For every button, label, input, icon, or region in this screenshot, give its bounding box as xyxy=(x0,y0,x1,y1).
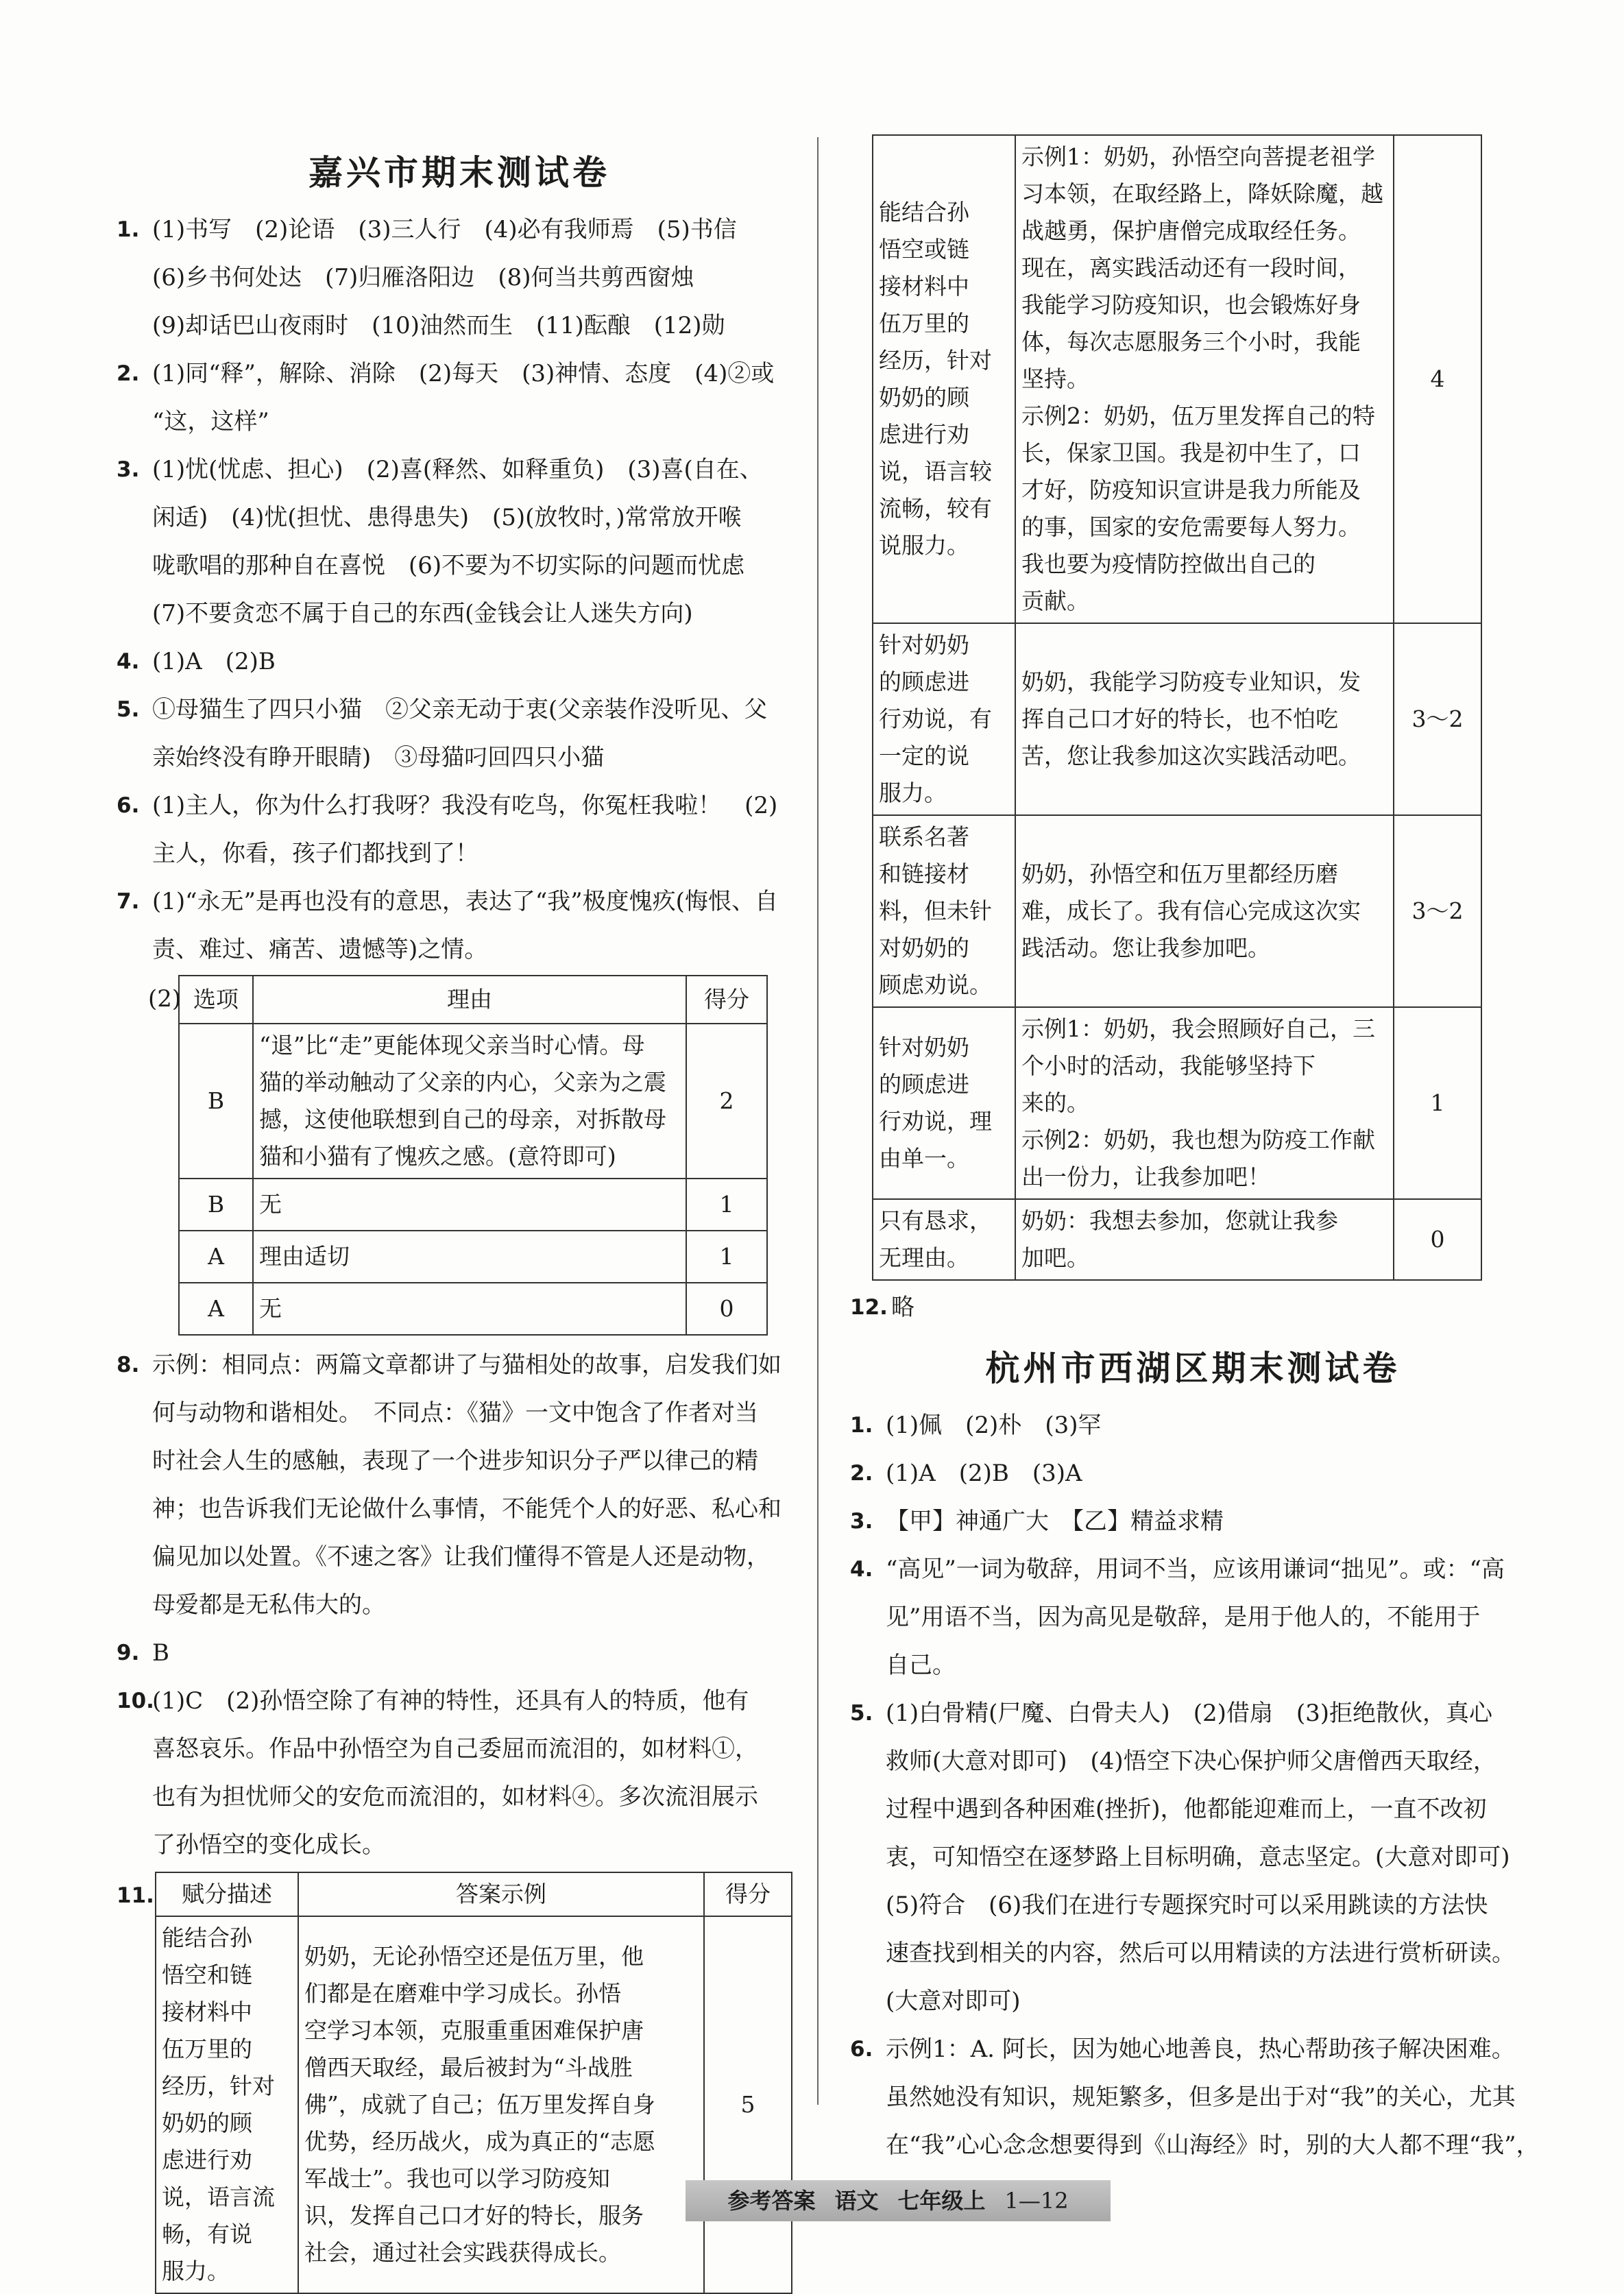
question-number: 4. xyxy=(850,1557,873,1582)
cell-line: 的顾虑进 xyxy=(879,668,969,695)
cell-line: 说服力。 xyxy=(879,532,969,559)
cell-line: 社会，通过社会实践获得成长。 xyxy=(304,2239,621,2266)
answer-line: 示例1：A. 阿长，因为她心地善良，热心帮助孩子解决困难。 xyxy=(886,2036,1515,2063)
hz-answer-6 xyxy=(850,2025,1540,2169)
question-number: 5. xyxy=(117,697,140,722)
cell-line: 猫和小猫有了愧疚之感。(意符即可) xyxy=(259,1143,616,1170)
cell-line: 说，语言流 xyxy=(162,2184,275,2210)
cell-line: 我能学习防疫知识，也会锻炼好身 xyxy=(1021,291,1361,318)
cell-line: 僧西天取经，最后被封为“斗战胜 xyxy=(304,2054,633,2081)
cell-line: 奶奶，我能学习防疫专业知识，发 xyxy=(1021,668,1361,695)
cell-line: 难，成长了。我有信心完成这次实 xyxy=(1021,897,1361,924)
answer-line: 神；也告诉我们无论做什么事情，不能凭个人的好恶、私心和 xyxy=(152,1495,781,1523)
cell-line: 才好，防疫知识宣讲是我力所能及 xyxy=(1021,476,1361,503)
cell-line: 挥自己口才好的特长，也不怕吃 xyxy=(1021,705,1338,732)
answer-line: (1)主人，你为什么打我呀？我没有吃鸟，你冤枉我啦！ (2) xyxy=(152,792,778,819)
cell-line: 只有恳求， xyxy=(879,1207,992,1234)
cell-line: 识，发挥自己口才好的特长，服务 xyxy=(304,2202,644,2229)
cell-line: 经历，针对 xyxy=(162,2073,275,2099)
score-cell: 2 xyxy=(686,1024,767,1179)
answer-10 xyxy=(117,1677,802,1869)
footer-page-number: 1—12 xyxy=(1004,2188,1069,2214)
answer-line: 主人，你看，孩子们都找到了！ xyxy=(152,840,478,867)
cell-line: 现在，离实践活动还有一段时间， xyxy=(1021,254,1361,281)
cell-line: 畅，有说 xyxy=(162,2221,252,2247)
example-cell xyxy=(1015,1199,1394,1280)
cell-line: 接材料中 xyxy=(879,273,969,300)
scoring-table-q7 xyxy=(178,975,768,1336)
cell-line: 示例2：奶奶，我也想为防疫工作献 xyxy=(1021,1126,1375,1153)
answer-4 xyxy=(117,638,802,686)
score-cell: 0 xyxy=(686,1283,767,1335)
question-number: 5. xyxy=(850,1701,873,1726)
answer-line: 责、难过、痛苦、遗憾等)之情。 xyxy=(152,936,488,963)
criteria-cell xyxy=(873,815,1015,1007)
question-number: 2. xyxy=(850,1461,873,1486)
cell-line: 优势，经历战火，成为真正的“志愿 xyxy=(304,2128,655,2155)
answer-line: (1)书写 (2)论语 (3)三人行 (4)必有我师焉 (5)书信 xyxy=(152,216,737,243)
question-number: 3. xyxy=(850,1509,873,1534)
example-cell xyxy=(298,1916,704,2293)
scoring-table-q11 xyxy=(155,1872,792,2294)
score-cell: 5 xyxy=(704,1916,792,2293)
hz-answer-1 xyxy=(850,1401,1536,1449)
footer-grade: 七年级上 xyxy=(897,2188,986,2214)
answer-line: “这，这样” xyxy=(152,408,269,435)
answer-line: (1)“永无”是再也没有的意思，表达了“我”极度愧疚(悔恨、自 xyxy=(152,888,778,915)
answer-line: (1)忧(忧虑、担心) (2)喜(释然、如释重负) (3)喜(自在、 xyxy=(152,456,763,483)
answer-line: 偏见加以处置。《不速之客》让我们懂得不管是人还是动物， xyxy=(152,1543,770,1571)
table-row xyxy=(873,1199,1481,1280)
table-header: 答案示例 xyxy=(298,1872,704,1916)
question-number: 6. xyxy=(117,793,140,818)
reason-cell: 无 xyxy=(253,1283,686,1335)
cell-line: 苦，您让我参加这次实践活动吧。 xyxy=(1021,742,1361,769)
cell-line: 悟空和链 xyxy=(162,1961,252,1988)
answer-line: (5)符合 (6)我们在进行专题探究时可以采用跳读的方法快 xyxy=(886,1892,1488,1919)
table-header: 选项 xyxy=(179,976,253,1024)
cell-line: 示例1：奶奶，孙悟空向菩提老祖学 xyxy=(1021,143,1375,170)
cell-line: 们都是在磨难中学习成长。孙悟 xyxy=(304,1980,621,2007)
answer-line: 救师(大意对即可) (4)悟空下决心保护师父唐僧西天取经， xyxy=(886,1748,1496,1775)
answer-8 xyxy=(117,1341,802,1629)
answer-line: 略 xyxy=(891,1294,914,1321)
cell-line: 针对奶奶 xyxy=(879,631,969,658)
answer-9 xyxy=(117,1629,802,1677)
question-number: 3. xyxy=(117,457,140,482)
example-cell xyxy=(1015,135,1394,623)
scoring-table-q11-continued xyxy=(872,134,1482,1281)
criteria-cell xyxy=(873,1199,1015,1280)
answer-line: B xyxy=(152,1639,169,1667)
score-cell: 1 xyxy=(686,1179,767,1231)
answer-line: 也有为担忧师父的安危而流泪的，如材料④。多次流泪展示 xyxy=(152,1783,758,1811)
answer-line: ①母猫生了四只小猫 ②父亲无动于衷(父亲装作没听见、父 xyxy=(152,696,768,723)
answer-line: 过程中遇到各种困难(挫折)，他都能迎难而上，一直不改初 xyxy=(886,1796,1487,1823)
sub-question-label: (2) xyxy=(148,985,182,1013)
answer-line: 衷，可知悟空在逐梦路上目标明确，意志坚定。(大意对即可) xyxy=(886,1844,1510,1871)
cell-line: 行劝说，有 xyxy=(879,705,992,732)
score-cell: 0 xyxy=(1394,1199,1481,1280)
question-number: 2. xyxy=(117,361,140,386)
answer-line: 速查找到相关的内容，然后可以用精读的方法进行赏析研读。 xyxy=(886,1940,1515,1967)
cell-line: 能结合孙 xyxy=(162,1924,252,1951)
answer-line: 见”用语不当，因为高见是敬辞，是用于他人的，不能用于 xyxy=(886,1604,1481,1631)
answer-line: (6)乡书何处达 (7)归雁洛阳边 (8)何当共剪西窗烛 xyxy=(152,264,694,291)
cell-line: “退”比“走”更能体现父亲当时心情。母 xyxy=(259,1032,645,1059)
cell-line: 奶奶，孙悟空和伍万里都经历磨 xyxy=(1021,860,1338,887)
hz-answer-5 xyxy=(850,1689,1536,2025)
example-cell xyxy=(1015,815,1394,1007)
question-number: 10. xyxy=(117,1689,154,1713)
score-cell: 1 xyxy=(1394,1007,1481,1199)
cell-line: 一定的说 xyxy=(879,742,969,769)
cell-line: 对奶奶的 xyxy=(879,934,969,961)
question-number: 8. xyxy=(117,1353,140,1377)
cell-line: 示例1：奶奶，我会照顾好自己，三 xyxy=(1021,1015,1375,1042)
footer-subject: 语文 xyxy=(834,2188,879,2214)
footer-answers-label: 参考答案 xyxy=(727,2188,816,2214)
table-row xyxy=(179,1283,767,1335)
answer-line: (1)A (2)B xyxy=(152,648,276,675)
cell-line: 空学习本领，克服重重困难保护唐 xyxy=(304,2017,644,2044)
cell-line: 长，保家卫国。我是初中生了，口 xyxy=(1021,439,1361,466)
table-header: 得分 xyxy=(686,976,767,1024)
option-cell: B xyxy=(179,1024,253,1179)
answer-line: 了孙悟空的变化成长。 xyxy=(152,1831,385,1859)
cell-line: 服力。 xyxy=(162,2258,230,2284)
score-cell: 3～2 xyxy=(1394,815,1481,1007)
answer-5 xyxy=(117,686,802,782)
cell-line: 奶奶的顾 xyxy=(879,384,969,411)
reason-cell xyxy=(253,1024,686,1179)
page-footer xyxy=(686,2180,1111,2221)
cell-line: 加吧。 xyxy=(1021,1244,1089,1271)
left-column xyxy=(117,137,802,2294)
jiaxing-exam-title: 嘉兴市期末测试卷 xyxy=(308,153,610,193)
cell-line: 的事，国家的安危需要每人努力。 xyxy=(1021,514,1361,540)
question-number: 7. xyxy=(117,889,140,914)
cell-line: 顾虑劝说。 xyxy=(879,971,992,998)
answer-line: 在“我”心心念念想要得到《山海经》时，别的大人都不理“我”， xyxy=(886,2132,1540,2159)
cell-line: 我也要为疫情防控做出自己的 xyxy=(1021,551,1316,577)
hz-answer-4 xyxy=(850,1545,1536,1689)
table-row xyxy=(873,1007,1481,1199)
criteria-cell xyxy=(873,1007,1015,1199)
cell-line: 践活动。您让我参加吧。 xyxy=(1021,934,1270,961)
answer-2 xyxy=(117,350,802,446)
answer-12 xyxy=(850,1283,1536,1331)
table-header: 赋分描述 xyxy=(156,1872,298,1916)
cell-line: 习本领，在取经路上，降妖除魔，越 xyxy=(1021,180,1383,207)
answer-1 xyxy=(117,206,802,350)
hz-answer-2 xyxy=(850,1449,1536,1497)
cell-line: 针对奶奶 xyxy=(879,1034,969,1061)
cell-line: 出一份力，让我参加吧！ xyxy=(1021,1163,1270,1190)
answer-line: 母爱都是无私伟大的。 xyxy=(152,1591,385,1619)
answer-line: 亲始终没有睁开眼睛) ③母猫叼回四只小猫 xyxy=(152,744,605,771)
cell-line: 无理由。 xyxy=(879,1244,969,1271)
cell-line: 奶奶：我想去参加，您就让我参 xyxy=(1021,1207,1338,1234)
criteria-cell xyxy=(873,623,1015,815)
answer-line: 示例：相同点：两篇文章都讲了与猫相处的故事，启发我们如 xyxy=(152,1351,781,1379)
option-cell: A xyxy=(179,1283,253,1335)
hz-answer-3 xyxy=(850,1497,1536,1545)
cell-line: 猫的举动触动了父亲的内心，父亲为之震 xyxy=(259,1069,666,1096)
cell-line: 由单一。 xyxy=(879,1145,969,1172)
answer-line: 时社会人生的感触，表现了一个进步知识分子严以律己的精 xyxy=(152,1447,758,1475)
reason-cell: 理由适切 xyxy=(253,1231,686,1283)
cell-line: 个小时的活动，我能够坚持下 xyxy=(1021,1052,1316,1079)
answer-line: (9)却话巴山夜雨时 (10)油然而生 (11)酝酿 (12)勋 xyxy=(152,312,725,339)
cell-line: 佛”，成就了自己；伍万里发挥自身 xyxy=(304,2091,655,2118)
answer-line: (1)同“释”，解除、消除 (2)每天 (3)神情、态度 (4)②或 xyxy=(152,360,775,387)
table-row xyxy=(179,1024,767,1179)
cell-line: 伍万里的 xyxy=(879,310,969,337)
cell-line: 坚持。 xyxy=(1021,365,1089,392)
answer-line: 何与动物和谐相处。 不同点：《猫》一文中饱含了作者对当 xyxy=(152,1399,758,1427)
cell-line: 示例2：奶奶，伍万里发挥自己的特 xyxy=(1021,402,1375,429)
cell-line: 说，语言较 xyxy=(879,458,992,485)
answer-7-part-2 xyxy=(148,975,802,1336)
answer-line: 虽然她没有知识，规矩繁多，但多是出于对“我”的关心，尤其 xyxy=(886,2084,1516,2111)
answer-11 xyxy=(117,1872,802,2294)
score-cell: 3～2 xyxy=(1394,623,1481,815)
reason-cell: 无 xyxy=(253,1179,686,1231)
score-cell: 1 xyxy=(686,1231,767,1283)
cell-line: 和链接材 xyxy=(879,860,969,887)
column-divider xyxy=(817,137,819,2105)
answer-6 xyxy=(117,782,802,878)
cell-line: 服力。 xyxy=(879,780,947,806)
answer-line: 闲适) (4)忧(担忧、患得患失) (5)(放牧时，)常常放开喉 xyxy=(152,504,742,531)
example-cell xyxy=(1015,623,1394,815)
cell-line: 接材料中 xyxy=(162,1999,252,2025)
cell-line: 能结合孙 xyxy=(879,199,969,226)
cell-line: 体，每次志愿服务三个小时，我能 xyxy=(1021,328,1361,355)
answer-line: (7)不要贪恋不属于自己的东西(金钱会让人迷失方向) xyxy=(152,600,693,627)
question-number: 4. xyxy=(117,649,140,674)
answer-line: (1)白骨精(尸魔、白骨夫人) (2)借扇 (3)拒绝散伙，真心 xyxy=(886,1700,1493,1727)
hangzhou-xihu-exam-title: 杭州市西湖区期末测试卷 xyxy=(985,1349,1401,1388)
cell-line: 奶奶，无论孙悟空还是伍万里，他 xyxy=(304,1943,644,1970)
option-cell: A xyxy=(179,1231,253,1283)
answer-line: (1)C (2)孙悟空除了有神的特性，还具有人的特质，他有 xyxy=(152,1687,749,1715)
criteria-cell xyxy=(873,135,1015,623)
answer-line: 咙歌唱的那种自在喜悦 (6)不要为不切实际的问题而忧虑 xyxy=(152,552,745,579)
cell-line: 贡献。 xyxy=(1021,588,1089,614)
cell-line: 虑进行劝 xyxy=(162,2147,252,2173)
answer-line: “高见”一词为敬辞，用词不当，应该用谦词“拙见”。或：“高 xyxy=(886,1556,1505,1583)
answer-line: 喜怒哀乐。作品中孙悟空为自己委屈而流泪的，如材料①， xyxy=(152,1735,758,1763)
question-number: 9. xyxy=(117,1641,140,1665)
table-row xyxy=(179,1231,767,1283)
cell-line: 流畅，较有 xyxy=(879,495,992,522)
table-row xyxy=(156,1916,792,2293)
table-row xyxy=(873,623,1481,815)
answer-7 xyxy=(117,878,802,974)
question-number: 1. xyxy=(850,1413,873,1438)
question-number: 1. xyxy=(117,217,140,242)
answer-line: (1)A (2)B (3)A xyxy=(886,1460,1082,1487)
table-row xyxy=(873,135,1481,623)
right-column xyxy=(850,134,1540,2169)
cell-line: 伍万里的 xyxy=(162,2036,252,2062)
option-cell: B xyxy=(179,1179,253,1231)
cell-line: 料，但未针 xyxy=(879,897,992,924)
question-number: 12. xyxy=(850,1295,888,1320)
answer-line: (1)佩 (2)朴 (3)罕 xyxy=(886,1412,1102,1439)
cell-line: 来的。 xyxy=(1021,1089,1089,1116)
criteria-cell xyxy=(156,1916,298,2293)
answer-3 xyxy=(117,446,802,638)
score-cell: 4 xyxy=(1394,135,1481,623)
question-number: 6. xyxy=(850,2037,873,2062)
cell-line: 联系名著 xyxy=(879,823,969,850)
cell-line: 行劝说，理 xyxy=(879,1108,992,1135)
example-cell xyxy=(1015,1007,1394,1199)
cell-line: 战越勇，保护唐僧完成取经任务。 xyxy=(1021,217,1361,244)
cell-line: 撼，这使他联想到自己的母亲，对拆散母 xyxy=(259,1106,666,1133)
answer-line: 【甲】神通广大 【乙】精益求精 xyxy=(886,1508,1224,1535)
answer-line: 自己。 xyxy=(886,1652,956,1679)
cell-line: 虑进行劝 xyxy=(879,421,969,448)
table-header: 理由 xyxy=(253,976,686,1024)
cell-line: 军战士”。我也可以学习防疫知 xyxy=(304,2165,610,2192)
cell-line: 经历，针对 xyxy=(879,347,992,374)
table-row xyxy=(179,1179,767,1231)
table-row xyxy=(873,815,1481,1007)
cell-line: 的顾虑进 xyxy=(879,1071,969,1098)
question-number: 11. xyxy=(117,1883,154,1908)
cell-line: 悟空或链 xyxy=(879,236,969,263)
cell-line: 奶奶的顾 xyxy=(162,2110,252,2136)
table-header: 得分 xyxy=(704,1872,792,1916)
answer-line: (大意对即可) xyxy=(886,1988,1021,2015)
